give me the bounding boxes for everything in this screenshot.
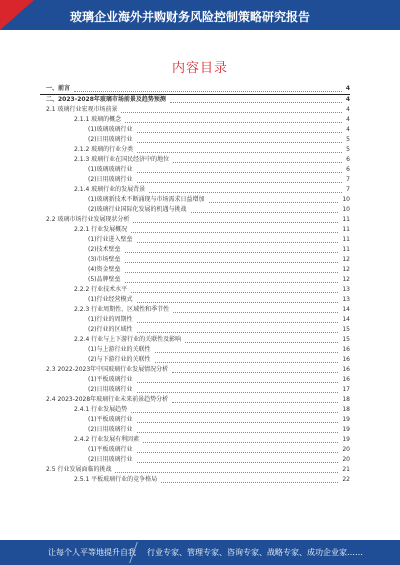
toc-entry-label: 2.1.2 玻璃的行业分类 [74,146,134,153]
footer-bar [0,540,400,565]
toc-entry-label: 2.5 行业发展面临的挑战 [46,466,112,473]
toc-leader-dots [172,372,338,373]
toc-entry-page: 17 [342,386,350,393]
toc-entry-label: (2)日用玻璃行业 [88,136,133,143]
toc-leader-dots [137,242,339,243]
toc-leader-dots [125,122,342,123]
toc-entry[interactable] [40,375,350,385]
toc-entry[interactable] [40,115,350,125]
toc-entry[interactable] [40,275,350,285]
toc-entry-label: (2)日用玻璃行业 [88,456,133,463]
toc-entry-page: 19 [342,436,350,443]
toc-leader-dots [137,332,339,333]
toc-leader-dots [155,352,339,353]
toc-entry-page: 4 [346,116,350,123]
toc-leader-dots [209,202,339,203]
toc-entry[interactable] [40,95,350,105]
toc-entry[interactable] [40,175,350,185]
toc-leader-dots [191,212,339,213]
toc-entry-label: (1)平板玻璃行业 [88,446,133,453]
toc-leader-dots [115,472,338,473]
toc-leader-dots [131,292,338,293]
toc-entry-label: 2.2 玻璃市场行业发展现状分析 [46,216,130,223]
toc-entry-label: 2.2.3 行业周期性、区域性和季节性 [74,306,170,313]
toc-entry-label: (1)平板玻璃行业 [88,416,133,423]
toc-entry[interactable] [40,195,350,205]
toc-entry-page: 11 [342,216,350,223]
toc-leader-dots [173,162,342,163]
toc-entry[interactable] [40,355,350,365]
toc-entry[interactable] [40,295,350,305]
toc-entry-label: 2.1.4 玻璃行业的发展背景 [74,186,146,193]
toc-leader-dots [137,462,339,463]
toc-entry-label: 一、前言 [46,85,71,92]
toc-entry-label: (2)行业的区域性 [88,326,133,333]
toc-entry-label: (1)玻璃玻璃行业 [88,166,133,173]
toc-entry-page: 12 [342,266,350,273]
toc-entry-page: 11 [342,226,350,233]
toc-entry-page: 7 [346,186,350,193]
toc-entry-page: 12 [342,256,350,263]
toc-entry[interactable] [40,395,350,405]
toc-entry-label: (1)玻璃新技术不断涌现与市场需求日益增加 [88,196,205,203]
toc-entry[interactable] [40,415,350,425]
toc-entry-label: (4)资金壁垒 [88,266,121,273]
toc-leader-dots [121,112,342,113]
table-of-contents [40,84,350,485]
toc-leader-dots [137,432,339,433]
toc-entry-page: 21 [342,466,350,473]
toc-leader-dots [125,262,339,263]
toc-entry-page: 15 [342,326,350,333]
toc-entry[interactable] [40,445,350,455]
toc-leader-dots [155,362,339,363]
toc-leader-dots [125,252,339,253]
toc-entry-page: 7 [346,176,350,183]
footer-tagline: 行业专家、管理专家、咨询专家、战略专家、成功企业家…… [147,548,363,557]
toc-leader-dots [143,442,338,443]
toc-entry-page: 10 [342,196,350,203]
toc-leader-dots [137,142,343,143]
toc-entry-label: (1)行业经营模式 [88,296,133,303]
toc-entry-label: (2)与下游行业的关联性 [88,356,151,363]
toc-entry[interactable] [40,84,350,94]
toc-entry-label: (2)技术壁垒 [88,246,121,253]
toc-entry-page: 11 [342,236,350,243]
footer-slogan: 让每个人平等地提升自我 [48,548,136,557]
toc-leader-dots [137,132,343,133]
toc-entry[interactable] [40,465,350,475]
toc-entry[interactable] [40,365,350,375]
toc-entry-label: (3)市场壁垒 [88,256,121,263]
toc-entry[interactable] [40,255,350,265]
toc-entry-page: 5 [346,146,350,153]
toc-entry-label: 2.1.1 玻璃的概念 [74,116,122,123]
toc-leader-dots [74,91,342,92]
header-accent-triangle [0,0,34,30]
toc-leader-dots [137,152,342,153]
toc-leader-dots [137,452,339,453]
toc-entry-label: (1)玻璃玻璃行业 [88,126,133,133]
toc-entry-page: 18 [342,406,350,413]
toc-entry-label: 2.3 2022-2023年中国玻璃行业发展情况分析 [46,366,169,373]
toc-entry-page: 10 [342,206,350,213]
toc-entry[interactable] [40,345,350,355]
toc-entry-label: (1)平板玻璃行业 [88,376,133,383]
toc-heading: 内容目录 [171,61,228,76]
toc-entry[interactable] [40,135,350,145]
toc-entry[interactable] [40,385,350,395]
toc-entry[interactable] [40,405,350,415]
toc-entry-page: 22 [342,476,350,483]
toc-entry-label: (2)日用玻璃行业 [88,386,133,393]
toc-entry[interactable] [40,205,350,215]
toc-entry[interactable] [40,105,350,115]
toc-entry-page: 15 [342,336,350,343]
toc-entry-label: 2.2.1 行业发展概况 [74,226,128,233]
toc-entry-page: 13 [342,296,350,303]
toc-entry-page: 19 [342,416,350,423]
toc-entry-label: (2)玻璃行业国际化发展的机遇与挑战 [88,206,187,213]
toc-entry[interactable] [40,235,350,245]
toc-leader-dots [137,382,339,383]
toc-entry-page: 4 [345,96,350,103]
toc-entry-label: 2.4.1 行业发展趋势 [74,406,128,413]
toc-leader-dots [133,222,338,223]
toc-leader-dots [185,342,338,343]
toc-entry-label: 2.4.2 行业发展有利因素 [74,436,140,443]
toc-leader-dots [137,172,343,173]
toc-entry-page: 13 [342,286,350,293]
toc-entry-page: 12 [342,276,350,283]
toc-entry-page: 14 [342,306,350,313]
toc-entry[interactable] [40,165,350,175]
toc-leader-dots [131,232,338,233]
toc-entry-page: 18 [342,396,350,403]
toc-entry[interactable] [40,215,350,225]
toc-leader-dots [131,412,338,413]
toc-entry[interactable] [40,125,350,135]
toc-entry-page: 16 [342,356,350,363]
toc-entry-label: (1)行业进入壁垒 [88,236,133,243]
toc-entry[interactable] [40,455,350,465]
toc-entry-page: 14 [342,316,350,323]
toc-leader-dots [173,312,338,313]
toc-entry[interactable] [40,305,350,315]
toc-entry-label: 2.2.2 行业技术水平 [74,286,128,293]
toc-entry[interactable] [40,285,350,295]
toc-entry-page: 11 [342,246,350,253]
toc-entry-page: 19 [342,426,350,433]
toc-leader-dots [172,402,338,403]
toc-entry-page: 6 [346,156,350,163]
document-title: 玻璃企业海外并购财务风险控制策略研究报告 [70,10,311,24]
toc-entry-label: 2.1.3 玻璃行业在国民经济中的地位 [74,156,170,163]
toc-leader-dots [125,272,339,273]
toc-entry-label: (2)日用玻璃行业 [88,426,133,433]
toc-entry-label: 二、2023-2028年玻璃市场前景及趋势预测 [46,96,166,103]
toc-entry[interactable] [40,315,350,325]
toc-entry[interactable] [40,185,350,195]
toc-entry-page: 16 [342,346,350,353]
toc-entry-label: (2)日用玻璃行业 [88,176,133,183]
toc-entry-label: (1)行业的周期性 [88,316,133,323]
toc-entry-label: 2.4 2023-2028年玻璃行业未来前景趋势分析 [46,396,169,403]
toc-entry-page: 16 [342,376,350,383]
toc-leader-dots [161,482,338,483]
toc-entry[interactable] [40,225,350,235]
toc-entry[interactable] [40,475,350,485]
toc-leader-dots [170,102,342,103]
toc-entry-page: 6 [346,166,350,173]
toc-entry-page: 4 [346,106,350,113]
toc-entry[interactable] [40,145,350,155]
toc-leader-dots [137,392,339,393]
toc-entry-label: (5)品牌壁垒 [88,276,121,283]
toc-entry-page: 5 [346,136,350,143]
toc-leader-dots [137,182,343,183]
toc-entry-label: (1)与上游行业的关联性 [88,346,151,353]
toc-leader-dots [137,422,339,423]
toc-leader-dots [149,192,342,193]
header-bar [0,0,400,30]
toc-entry-label: 2.5.1 平板玻璃行业的竞争格局 [74,476,158,483]
toc-entry-page: 20 [342,446,350,453]
toc-entry[interactable] [40,245,350,255]
toc-leader-dots [125,282,339,283]
toc-entry-page: 4 [345,85,350,92]
toc-entry[interactable] [40,435,350,445]
toc-entry-label: 2.2.4 行业与上下游行业的关联性及影响 [74,336,182,343]
toc-entry[interactable] [40,155,350,165]
toc-entry[interactable] [40,335,350,345]
toc-entry-label: 2.1 玻璃行业宏观市场前景 [46,106,118,113]
toc-entry[interactable] [40,425,350,435]
toc-entry[interactable] [40,265,350,275]
toc-leader-dots [137,322,339,323]
toc-entry-page: 16 [342,366,350,373]
toc-entry-page: 4 [346,126,350,133]
toc-leader-dots [137,302,339,303]
toc-entry-page: 20 [342,456,350,463]
toc-entry[interactable] [40,325,350,335]
